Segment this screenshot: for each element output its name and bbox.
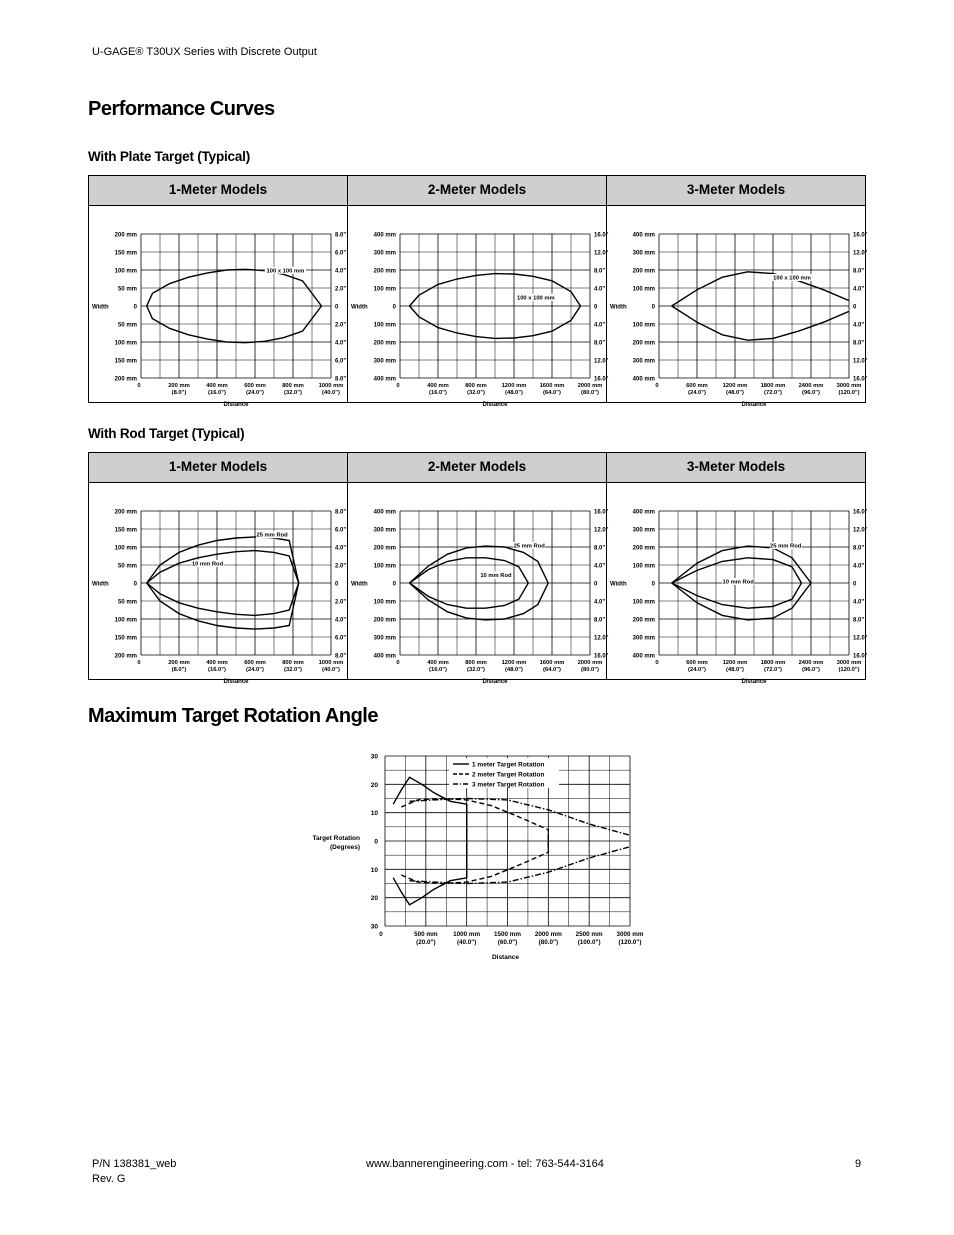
y-tick-label-right: 0: [853, 304, 857, 311]
series-label: 10 mm Rod: [480, 573, 512, 580]
y-tick-label: 30: [370, 753, 378, 761]
y-tick-label: 100 mm: [632, 322, 655, 329]
y-tick-label: 100 mm: [114, 617, 137, 624]
y-tick-label-right: 12.0": [853, 527, 868, 534]
x-tick-label: 2400 mm (96.0"): [798, 383, 824, 396]
col-3m: 3-Meter Models: [686, 459, 786, 474]
series-line-upper: [410, 543, 549, 583]
y-tick-label-right: 8.0": [853, 545, 865, 552]
y-tick-label-right: 16.0": [594, 653, 609, 660]
y-tick-label-right: 16.0": [594, 376, 609, 383]
y-tick-label-right: 8.0": [594, 340, 606, 347]
y-tick-label: 200 mm: [114, 376, 137, 383]
series-label: 25 mm Rod: [513, 543, 545, 550]
y-tick-label-right: 4.0": [594, 599, 606, 606]
y-tick-label: 100 mm: [632, 286, 655, 293]
x-tick-label: 1800 mm (72.0"): [760, 383, 786, 396]
y-tick-label-right: 12.0": [594, 250, 609, 257]
x-tick-label: 0: [396, 660, 400, 666]
y-tick-label: 100 mm: [632, 563, 655, 570]
x-tick-label: 400 mm (16.0"): [427, 383, 449, 396]
y-tick-label-right: 16.0": [594, 509, 609, 516]
series-label: 10 mm Rod: [191, 561, 224, 568]
footer-page-number: 9: [855, 1158, 862, 1170]
x-tick-label: 200 mm (8.0"): [168, 383, 190, 396]
x-tick-label: 2500 mm (100.0"): [575, 931, 603, 946]
y-tick-label-right: 2.0": [335, 322, 347, 329]
y-axis-label: Width: [610, 581, 627, 588]
y-tick-label-right: 4.0": [335, 268, 347, 275]
x-axis-label: Distance: [741, 679, 767, 685]
series-line-lower: [147, 306, 322, 343]
y-tick-label: 0: [374, 838, 378, 846]
section-title-performance: Performance Curves: [88, 98, 275, 120]
y-tick-label-right: 16.0": [853, 232, 868, 239]
x-tick-label: 1000 mm (40.0"): [318, 660, 344, 673]
y-tick-label: 0: [133, 581, 137, 588]
x-tick-label: 3000 mm (120.0"): [836, 660, 862, 673]
col-2m: 2-Meter Models: [348, 453, 607, 482]
y-tick-label: 150 mm: [114, 635, 137, 642]
y-tick-label: 0: [133, 304, 137, 311]
y-tick-label: 150 mm: [114, 250, 137, 257]
x-tick-label: 400 mm (16.0"): [206, 660, 228, 673]
chart-rod-1m: [89, 483, 347, 685]
y-tick-label-right: 4.0": [853, 286, 865, 293]
y-tick-label-right: 2.0": [335, 599, 347, 606]
x-tick-label: 800 mm (32.0"): [282, 660, 304, 673]
x-tick-label: 0: [137, 660, 141, 666]
y-tick-label-right: 4.0": [594, 563, 606, 570]
series-line-upper: [147, 269, 322, 306]
y-tick-label-right: 16.0": [594, 232, 609, 239]
x-tick-label: 1000 mm (40.0"): [453, 931, 481, 946]
y-tick-label: 400 mm: [632, 232, 655, 239]
y-tick-label-right: 2.0": [335, 286, 347, 293]
y-tick-label-right: 12.0": [853, 358, 868, 365]
y-axis-label: (Degrees): [330, 844, 360, 851]
y-tick-label: 400 mm: [632, 509, 655, 516]
chart-plate-2m: [348, 206, 609, 408]
y-tick-label-right: 0: [594, 581, 598, 588]
y-tick-label: 0: [651, 304, 655, 311]
x-tick-label: 1500 mm (60.0"): [494, 931, 521, 946]
y-tick-label: 200 mm: [632, 268, 655, 275]
x-tick-label: 600 mm (24.0"): [244, 383, 266, 396]
y-tick-label: 200 mm: [373, 340, 396, 347]
y-tick-label-right: 4.0": [335, 340, 347, 347]
y-tick-label-right: 12.0": [853, 635, 868, 642]
y-tick-label: 100 mm: [373, 286, 396, 293]
y-tick-label: 50 mm: [117, 286, 137, 293]
x-tick-label: 0: [379, 931, 383, 938]
y-tick-label: 300 mm: [373, 635, 396, 642]
y-tick-label: 200 mm: [632, 617, 655, 624]
y-tick-label: 0: [392, 304, 396, 311]
y-axis-label: Width: [351, 581, 368, 588]
series-line-lower: [672, 583, 802, 608]
y-tick-label: 150 mm: [114, 527, 137, 534]
y-axis-label: Width: [351, 304, 368, 311]
col-2m: 2-Meter Models: [348, 176, 607, 205]
y-tick-label-right: 6.0": [335, 358, 347, 365]
series-label: 25 mm Rod: [256, 532, 288, 539]
y-tick-label-right: 12.0": [853, 250, 868, 257]
x-tick-label: 1000 mm (40.0"): [318, 383, 344, 396]
y-tick-label: 400 mm: [373, 509, 396, 516]
y-tick-label-right: 2.0": [335, 563, 347, 570]
y-tick-label-right: 6.0": [335, 250, 347, 257]
y-tick-label-right: 8.0": [335, 653, 347, 660]
y-tick-label: 30: [370, 923, 378, 931]
x-tick-label: 2000 mm (80.0"): [577, 383, 603, 396]
y-tick-label: 20: [370, 895, 378, 903]
x-tick-label: 400 mm (16.0"): [427, 660, 449, 673]
series-line-lower: [672, 583, 811, 620]
y-tick-label: 200 mm: [632, 340, 655, 347]
y-tick-label-right: 8.0": [853, 340, 865, 347]
y-tick-label: 400 mm: [632, 653, 655, 660]
y-tick-label: 200 mm: [114, 509, 137, 516]
chart-plate-1m: [89, 206, 347, 408]
rod-subtitle: With Rod Target (Typical): [88, 426, 245, 441]
series-line-upper: [401, 799, 548, 853]
y-tick-label: 400 mm: [373, 376, 396, 383]
series-line-lower: [410, 583, 529, 608]
y-tick-label: 100 mm: [373, 599, 396, 606]
y-tick-label: 100 mm: [373, 322, 396, 329]
y-tick-label: 50 mm: [117, 599, 137, 606]
y-tick-label-right: 4.0": [853, 563, 865, 570]
x-tick-label: 2000 mm (80.0"): [577, 660, 603, 673]
x-tick-label: 3000 mm (120.0"): [836, 383, 862, 396]
series-label: 100 x 100 mm: [516, 295, 555, 302]
x-tick-label: 1600 mm (64.0"): [539, 383, 565, 396]
y-tick-label-right: 6.0": [335, 635, 347, 642]
y-tick-label-right: 4.0": [853, 322, 865, 329]
y-axis-label: Width: [92, 581, 109, 588]
y-tick-label-right: 0: [335, 581, 339, 588]
x-tick-label: 600 mm (24.0"): [686, 383, 708, 396]
y-tick-label-right: 12.0": [594, 527, 609, 534]
series-line-lower: [410, 583, 549, 620]
section-title-rotation: Maximum Target Rotation Angle: [88, 705, 378, 727]
y-tick-label-right: 6.0": [335, 527, 347, 534]
x-tick-label: 600 mm (24.0"): [686, 660, 708, 673]
legend-label: 2 meter Target Rotation: [472, 771, 545, 779]
x-tick-label: 400 mm (16.0"): [206, 383, 228, 396]
x-tick-label: 0: [396, 383, 400, 389]
x-tick-label: 200 mm (8.0"): [168, 660, 190, 673]
x-tick-label: 0: [655, 383, 659, 389]
series-label: 25 mm Rod: [770, 543, 802, 550]
y-tick-label: 400 mm: [373, 232, 396, 239]
x-tick-label: 0: [137, 383, 141, 389]
x-axis-label: Distance: [741, 402, 767, 408]
footer-rev: Rev. G: [92, 1173, 126, 1185]
y-tick-label-right: 8.0": [335, 232, 347, 239]
col-1m: 1-Meter Models: [89, 176, 348, 205]
legend-label: 1 meter Target Rotation: [472, 761, 545, 769]
y-tick-label: 100 mm: [114, 340, 137, 347]
x-axis-label: Distance: [223, 402, 249, 408]
y-tick-label: 300 mm: [373, 358, 396, 365]
y-tick-label: 50 mm: [117, 563, 137, 570]
y-tick-label-right: 8.0": [594, 545, 606, 552]
series-label: 100 x 100 mm: [266, 268, 305, 275]
y-tick-label-right: 12.0": [594, 358, 609, 365]
y-axis-label: Width: [92, 304, 109, 311]
legend-label: 3 meter Target Rotation: [472, 781, 545, 789]
y-tick-label-right: 16.0": [853, 509, 868, 516]
y-tick-label-right: 16.0": [853, 376, 868, 383]
y-tick-label-right: 4.0": [853, 599, 865, 606]
series-label: 100 x 100 mm: [773, 275, 811, 282]
y-tick-label-right: 4.0": [335, 617, 347, 624]
x-tick-label: 3000 mm (120.0"): [616, 931, 644, 946]
y-tick-label-right: 4.0": [594, 286, 606, 293]
y-tick-label: 300 mm: [632, 527, 655, 534]
chart-rod-3m: [607, 483, 868, 685]
series-line-upper: [147, 537, 299, 583]
y-tick-label: 400 mm: [373, 653, 396, 660]
x-axis-label: Distance: [223, 679, 249, 685]
x-tick-label: 1200 mm (48.0"): [501, 383, 527, 396]
rod-table: [88, 452, 868, 685]
y-tick-label-right: 8.0": [853, 268, 865, 275]
y-tick-label: 50 mm: [117, 322, 137, 329]
y-tick-label: 0: [392, 581, 396, 588]
plate-table: [88, 175, 868, 408]
series-line-lower: [147, 583, 299, 629]
series-line-upper: [672, 543, 811, 583]
y-tick-label-right: 8.0": [853, 617, 865, 624]
series-label: 10 mm Rod: [722, 579, 754, 586]
series-line-upper: [393, 777, 467, 878]
y-tick-label-right: 0: [335, 304, 339, 311]
x-tick-label: 1200 mm (48.0"): [722, 383, 748, 396]
y-tick-label: 200 mm: [114, 232, 137, 239]
y-tick-label: 200 mm: [373, 268, 396, 275]
y-tick-label: 200 mm: [373, 617, 396, 624]
y-tick-label: 10: [370, 810, 378, 818]
y-axis-label: Width: [610, 304, 627, 311]
x-axis-label: Distance: [482, 679, 508, 685]
x-tick-label: 500 mm (20.0"): [414, 931, 438, 946]
x-axis-label: Distance: [482, 402, 508, 408]
footer-website: www.bannerengineering.com - tel: 763-544-3164: [366, 1158, 604, 1170]
y-tick-label: 100 mm: [114, 268, 137, 275]
footer-pn: P/N 138381_web: [92, 1158, 177, 1170]
y-tick-label-right: 0: [853, 581, 857, 588]
y-tick-label-right: 8.0": [594, 268, 606, 275]
plate-subtitle: With Plate Target (Typical): [88, 149, 250, 164]
x-tick-label: 1800 mm (72.0"): [760, 660, 786, 673]
x-tick-label: 1200 mm (48.0"): [501, 660, 527, 673]
series-line-lower: [672, 306, 849, 340]
y-tick-label-right: 8.0": [594, 617, 606, 624]
x-tick-label: 600 mm (24.0"): [244, 660, 266, 673]
y-tick-label-right: 8.0": [335, 509, 347, 516]
x-tick-label: 800 mm (32.0"): [465, 383, 487, 396]
chart-rotation: [300, 745, 660, 970]
x-tick-label: 2000 mm (80.0"): [534, 931, 562, 946]
y-tick-label-right: 12.0": [594, 635, 609, 642]
x-tick-label: 2400 mm (96.0"): [798, 660, 824, 673]
series-line-lower: [401, 830, 548, 884]
chart-rod-2m: [348, 483, 609, 685]
y-tick-label: 300 mm: [373, 250, 396, 257]
y-tick-label: 400 mm: [632, 376, 655, 383]
y-tick-label: 10: [370, 866, 378, 874]
x-tick-label: 800 mm (32.0"): [282, 383, 304, 396]
x-tick-label: 1600 mm (64.0"): [539, 660, 565, 673]
col-1m: 1-Meter Models: [89, 453, 348, 482]
y-tick-label: 20: [370, 781, 378, 789]
y-tick-label: 200 mm: [632, 545, 655, 552]
x-tick-label: 0: [655, 660, 659, 666]
y-tick-label: 100 mm: [114, 545, 137, 552]
chart-plate-3m: [607, 206, 868, 408]
x-tick-label: 800 mm (32.0"): [465, 660, 487, 673]
x-axis-label: Distance: [491, 954, 520, 961]
y-tick-label: 200 mm: [373, 545, 396, 552]
series-line-lower: [393, 804, 467, 905]
y-tick-label: 300 mm: [632, 250, 655, 257]
series-line-upper: [672, 272, 849, 306]
series-line-upper: [410, 558, 529, 583]
y-tick-label: 300 mm: [632, 635, 655, 642]
y-tick-label: 0: [651, 581, 655, 588]
doc-header: U-GAGE® T30UX Series with Discrete Output: [92, 46, 317, 58]
y-tick-label: 300 mm: [632, 358, 655, 365]
y-tick-label-right: 16.0": [853, 653, 868, 660]
y-tick-label-right: 4.0": [335, 545, 347, 552]
y-tick-label: 150 mm: [114, 358, 137, 365]
col-3m: 3-Meter Models: [686, 182, 786, 197]
y-axis-label: Target Rotation: [312, 835, 360, 842]
x-tick-label: 1200 mm (48.0"): [722, 660, 748, 673]
y-tick-label: 300 mm: [373, 527, 396, 534]
y-tick-label-right: 0: [594, 304, 598, 311]
y-tick-label: 100 mm: [373, 563, 396, 570]
y-tick-label-right: 8.0": [335, 376, 347, 383]
series-line-lower: [147, 583, 299, 615]
y-tick-label-right: 4.0": [594, 322, 606, 329]
y-tick-label: 100 mm: [632, 599, 655, 606]
y-tick-label: 200 mm: [114, 653, 137, 660]
